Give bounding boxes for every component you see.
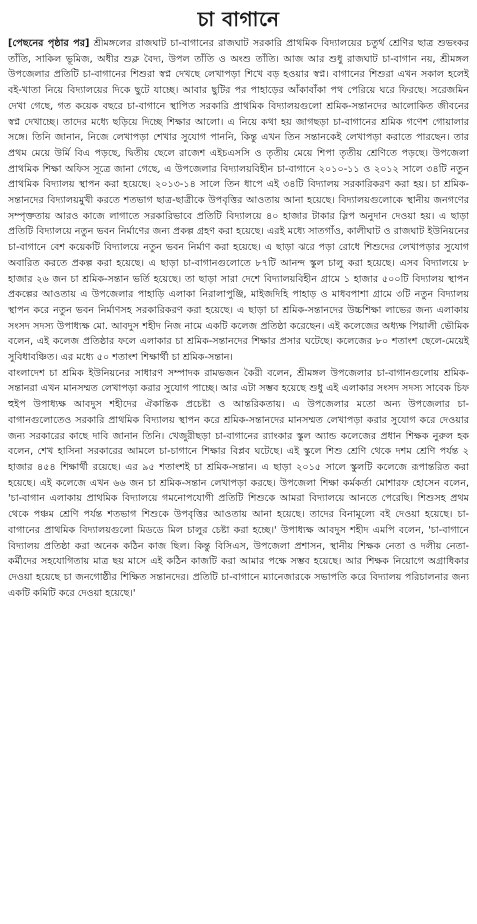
continued-from-label: [পেছনের পৃষ্ঠার পর] — [8, 38, 90, 49]
article-body — [8, 36, 469, 601]
article-paragraph-1 — [8, 36, 469, 366]
paragraph-text: শ্রীমঙ্গলের রাজঘাট চা-বাগানের রাজঘাট সরকারি প্রাথমিক বিদ্যালয়ের চতুর্থ শ্রেণির ছাত্র শুভংকর তাঁতি, সাকিল ভূমিজ, অধীর শুক্ল বৈদ্য, উপল তাঁতি ও অংশু তাঁতি। আজ আর শুধু রাজঘাট চা-বাগান নয়, শ্রীমঙ্গল উপজেলার প্রতিটি চা-বাগানের শিশুরা স্বপ্ন দেখছে লেখাপড়া শিখে বড় হওয়ার স্বপ্ন। বাগানের শিশুরা এখন সকাল হলেই বই-খাতা নিয়ে বিদ্যালয়ের দিকে ছুটে যাচ্ছে। আবার ছুটির পর পাহাড়ের আঁকাবাঁকা পথ পেরিয়ে ঘরে ফিরছে। সরেজমিন দেখা গেছে, গত কয়েক বছরে চা-বাগানে স্থাপিত সরকারি প্রাথমিক বিদ্যালয়গুলো শ্রমিক-সন্তানদের আলোকিত জীবনের স্বপ্ন দেখাচ্ছে। তাদের মধ্যে ছড়িয়ে দিচ্ছে শিক্ষার আলো। এ নিয়ে কথা হয় জাগছড়া চা-বাগানের শ্রমিক গণেশ গোয়ালার সঙ্গে। তিনি জানান, নিজে লেখাপড়া শেখার সুযোগ পাননি, কিন্তু এখন তিন সন্তানকেই লেখাপড়া করাতে পারছেন। তার প্রথম মেয়ে উর্মি বিএ পড়ছে, দ্বিতীয় ছেলে রাজেশ এইচএসসি ও তৃতীয় মেয়ে শিপা তৃতীয় শ্রেণিতে পড়ছে। উপজেলা প্রাথমিক শিক্ষা অফিস সূত্রে জানা গেছে, এ উপজেলার বিদ্যালয়বিহীন চা-বাগানে ২০১০-১১ ও ২০১২ সালে ৩৪টি নতুন প্রাথমিক বিদ্যালয় স্থাপন করা হয়েছে। ২০১৩-১৪ সালে তিন ধাপে এই ৩৪টি বিদ্যালয় সরকারিকরণ করা হয়। চা শ্রমিক-সন্তানদের বিদ্যালয়মুখী করতে শতভাগ ছাত্র-ছাত্রীকে উপবৃত্তির আওতায় আনা হয়েছে। বিদ্যালয়গুলোকে স্থানীয় জনগণের সম্পৃক্ততায় আরও কাজে লাগাতে সরকারিভাবে প্রতিটি বিদ্যালয়ে ৪০ হাজার টাকার স্লিপ অনুদান দেওয়া হয়। এ ছাড়া প্রতিটি বিদ্যালয়ে নতুন ভবন নির্মাণের জন্য প্রকল্প গ্রহণ করা হয়েছে। এরই মধ্যে সাতগাঁও, কালীঘাট ও রাজঘাট ইউনিয়নের চা-বাগানে বেশ কয়েকটি বিদ্যালয়ে নতুন ভবন নির্মাণ করা হয়েছে। এ ছাড়া ঝরে পড়া রোধে শিশুদের লেখাপড়ার সুযোগ অবারিত করতে প্রকল্প করা হয়েছে। এ ছাড়া চা-বাগানগুলোতে ৮৭টি আনন্দ স্কুল চালু করা হয়েছে। এসব বিদ্যালয়ে ৮ হাজার ২৬ জন চা শ্রমিক-সন্তান ভর্তি হয়েছে। তা ছাড়া সারা দেশে বিদ্যালয়বিহীন গ্রামে ১ হাজার ৫০০টি বিদ্যালয় স্থাপন প্রকল্পের আওতায় এ উপজেলার পাহাড়ি এলাকা নিরালাপুঞ্জি, মাইজদিহি পাহাড় ও মাধবপাশা গ্রামে ৩টি নতুন বিদ্যালয় স্থাপন করে নতুন ভবন নির্মাণসহ সরকারিকরণ করা হয়েছে। এ ছাড়া চা শ্রমিক-সন্তানদের উচ্চশিক্ষা লাভের জন্য এলাকায় সংসদ সদস্য উপাধ্যক্ষ মো. আবদুস শহীদ নিজ নামে একটি কলেজ প্রতিষ্ঠা করেছেন। এই কলেজের অধ্যক্ষ পিয়ালী ভৌমিক বলেন, এই কলেজ প্রতিষ্ঠার ফলে এলাকার চা শ্রমিক-সন্তানদের শিক্ষার প্রসার ঘটেছে। কলেজের ৮০ শতাংশ ছেলে-মেয়েই সুবিধাবঞ্চিত। এর মধ্যে ৫০ শতাংশ শিক্ষার্থী চা শ্রমিক-সন্তান। — [8, 38, 470, 364]
article-headline: চা বাগানে — [197, 7, 280, 31]
article-paragraph-2: বাংলাদেশ চা শ্রমিক ইউনিয়নের সাধারণ সম্পাদক রামভজন কৈরী বলেন, শ্রীমঙ্গল উপজেলার চা-বাগানগুলোয় শ্রমিক-সন্তানরা এখন মানসম্মত লেখাপড়া করার সুযোগ পাচ্ছে। আর এটা সম্ভব হয়েছে শুধু এই এলাকার সংসদ সদস্য সাবেক চিফ হুইপ উপাধ্যক্ষ আবদুস শহীদের ঐকান্তিক প্রচেষ্টা ও আন্তরিকতায়। এ উপজেলার মতো অন্য উপজেলার চা-বাগানগুলোতেও সরকারি প্রাথমিক বিদ্যালয় স্থাপন করে শ্রমিক-সন্তানদের মানসম্মত লেখাপড়া করার সুযোগ করে দেওয়ার জন্য সরকারের কাছে দাবি জানান তিনি। খেজুরীছড়া চা-বাগানের র‍্যাংকার স্কুল অ্যান্ড কলেজের প্রধান শিক্ষক নুরুল হক বলেন, শেখ হাসিনা সরকারের আমলে চা-চাগানে শিক্ষার বিপ্লব ঘটেছে। এই স্কুলে শিশু শ্রেণি থেকে দশম শ্রেণি পর্যন্ত ২ হাজার ৪৫৪ শিক্ষার্থী রয়েছে। এর ৯৫ শতাংশই চা শ্রমিক-সন্তান। এ ছাড়া ২০১৫ সালে স্কুলটি কলেজে রূপান্তরিত করা হয়েছে। এই কলেজে এখন ৬৬ জন চা শ্রমিক-সন্তান লেখাপড়া করছে। উপজেলা শিক্ষা কর্মকর্তা মোশারফ হোসেন বলেন, 'চা-বাগান এলাকায় প্রাথমিক বিদ্যালয়ে গমনোপযোগী প্রতিটি শিশুকে আমরা বিদ্যালয়ে আনতে পেরেছি। শিশুসহ প্রথম থেকে পঞ্চম শ্রেণি পর্যন্ত শতভাগ শিশুকে উপবৃত্তির আওতায় আনা হয়েছে। তাদের বিনামূল্যে বই দেওয়া হয়েছে। চা-বাগানের প্রাথমিক বিদ্যালয়গুলো মিডডে মিল চালুর চেষ্টা করা হচ্ছে।' উপাধ্যক্ষ আবদুস শহীদ এমপি বলেন, 'চা-বাগানে বিদ্যালয় প্রতিষ্ঠা করা অনেক কঠিন কাজ ছিল। কিন্তু বিসিএস, উপজেলা প্রশাসন, স্থানীয় শিক্ষক নেতা ও দলীয় নেতা-কর্মীদের সহযোগিতায় মাত্র ছয় মাসে এই কঠিন কাজটি করা আমার পক্ষে সম্ভব হয়েছে। আর শিক্ষক নিয়োগে অগ্রাধিকার দেওয়া হয়েছে চা জনগোষ্ঠীর শিক্ষিত সন্তানদের। প্রতিটি চা-বাগানে ম্যানেজারকে সভাপতি করে বিদ্যালয় পরিচালনার জন্য একটি কমিটি করে দেওয়া হয়েছে।' — [8, 367, 469, 599]
